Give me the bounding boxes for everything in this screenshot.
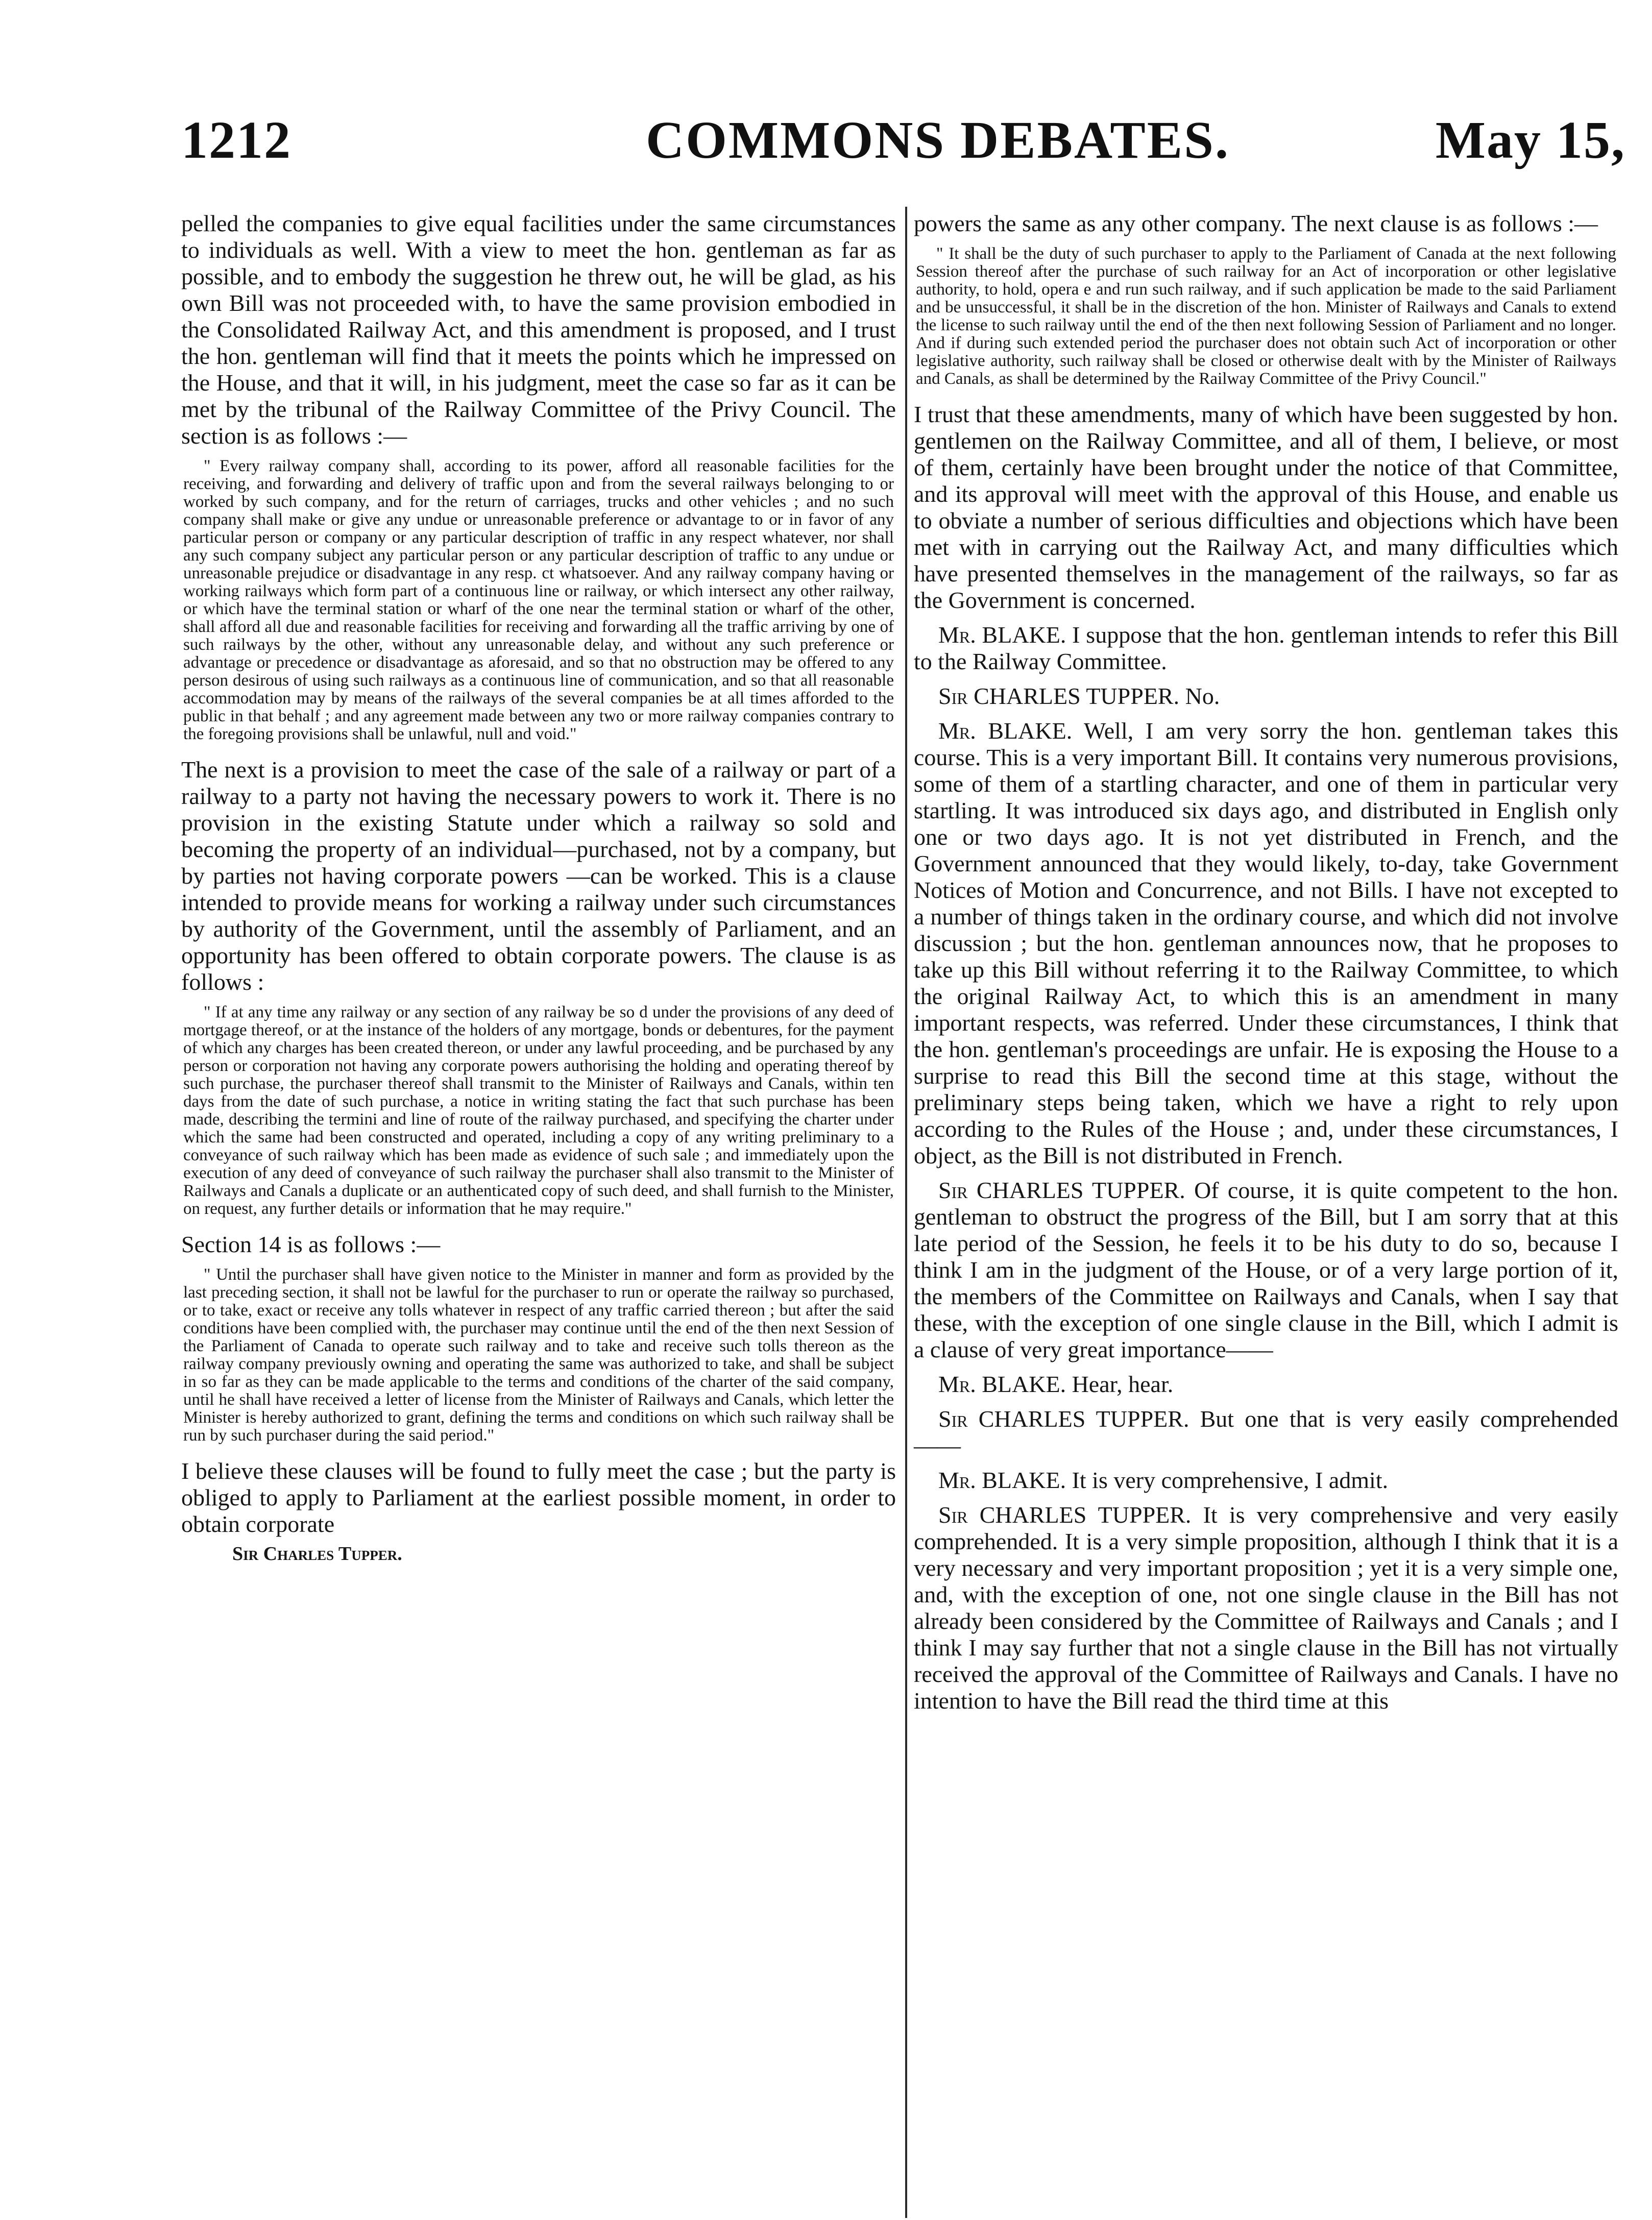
speech-text: Hear, hear.	[1066, 1371, 1174, 1397]
speech	[914, 683, 1618, 710]
speech	[914, 1177, 1618, 1363]
quoted-clause: " It shall be the duty of such purchaser to apply to the Parliament of Canada at the next following Session thereof after the purchase of such railway for an Act of incorporation or other legislative authority, to hold, opera e and run such railway, and if such application be made to the said Parliament and be unsuccessful, it shall be in the discretion of the hon. Minister of Railways and Canals to extend the license to such railway until the end of the then next following Session of Parliament and no longer. And if during such extended period the purchaser does not obtain such Act of incorporation or other legislative authority, such railway shall be closed or otherwise dealt with by the Minister of Railways and Canals, as shall be determined by the Railway Committee of the Privy Council."	[916, 245, 1616, 388]
paragraph: The next is a provision to meet the case of the sale of a railway or part of a railway to a party not having the necessary powers to work it. There is no provision in the existing Statute under which a railway so sold and becoming the property of an individual—purchased, not by a company, but by parties not having corporate powers —can be worked. This is a clause intended to provide means for working a railway under such circumstances by authority of the Government, until the assembly of Parliament, and an opportunity has been offered to obtain corporate powers. The clause is as follows :	[181, 757, 896, 995]
paragraph: Section 14 is as follows :—	[181, 1231, 441, 1257]
left-column	[181, 210, 896, 1565]
paragraph: I trust that these amendments, many of which have been suggested by hon. gentlemen on the Railway Committee, and all of them, I believe, or most of them, certainly have been brought under the notice of that Committee, and its approval will meet with the approval of this House, and enable us to obviate a number of serious difficulties and objections which have been met with in carrying out the Railway Act, and many difficulties which have presented themselves in the management of the railways, so far as the Government is concerned.	[914, 401, 1618, 613]
speech-text: No.	[1179, 683, 1220, 709]
paragraph: I believe these clauses will be found to fully meet the case ; but the party is obliged to apply to Parliament at the earliest possible moment, in order to obtain corporate	[181, 1458, 896, 1537]
speech-text: Well, I am very sorry the hon. gentleman takes this course. This is a very important Bill. It contains very numerous provisions, some of them of a startling character, and one of them in particular very startling. It was introduced six days ago, and distributed in English only one or two days ago. It is not yet distributed in French, and the Government announced that they would likely, to-day, take Government Notices of Motion and Concurrence, and not Bills. I have not excepted to a number of things taken in the ordinary course, and which did not involve discussion ; but the hon. gentleman announces now, that he proposes to take up this Bill without referring it to the Railway Committee, to which the original Railway Act, to which this is an amendment in many important respects, was referred. Under these circumstances, I think that the hon. gentleman's proceedings are unfair. He is exposing the House to a surprise to read this Bill the second time at this stage, without the preliminary steps being taken, which we have a right to rely upon according to the Rules of the House ; and, under these circumstances, I object, as the Bill is not distributed in French.	[914, 718, 1618, 1168]
speaker-name: Sir CHARLES TUPPER.	[938, 683, 1180, 709]
speech	[914, 1467, 1618, 1494]
column-divider	[905, 207, 907, 2218]
speech	[914, 1406, 1618, 1459]
speech-text: I suppose that the hon. gentleman intends to refer this Bill to the Railway Committee.	[914, 622, 1618, 674]
speech-text: Of course, it is quite competent to the hon. gentleman to obstruct the progress of the Bill, but I am sorry that at this late period of the Session, he feels it to be his duty to do so, because I think I am in the judgment of the House, or of a very large portion of it, the members of the Committee on Railways and Canals, when I say that these, with the exception of one single clause in the Bill, which I admit is a clause of very great importance——	[914, 1177, 1618, 1362]
running-title: COMMONS DEBATES.	[646, 111, 1230, 169]
speaker-name: Mr. BLAKE.	[938, 718, 1073, 744]
speaker-name: Mr. BLAKE.	[938, 1467, 1066, 1493]
speaker-name: Sir CHARLES TUPPER.	[938, 1406, 1189, 1432]
paragraph: powers the same as any other company. The next clause is as follows :—	[914, 210, 1598, 236]
speech-text: But one that is very easily comprehended——	[914, 1406, 1618, 1458]
paragraph: pelled the companies to give equal facilities under the same circumstances to individuals as well. With a view to meet the hon. gentleman as far as possible, and to embody the suggestion he threw out, he will be glad, as his own Bill was not proceeded with, to have the same provision embodied in the Consolidated Railway Act, and this amendment is proposed, and I trust the hon. gentleman will find that it meets the points which he impressed on the House, and that it will, in his judgment, meet the case so far as it can be met by the tribunal of the Railway Committee of the Privy Council. The section is as follows :—	[181, 210, 896, 449]
page-number: 1212	[181, 111, 291, 169]
catchword-speaker: Sir Charles Tupper.	[232, 1543, 402, 1565]
quoted-clause: " Every railway company shall, according to its power, afford all reasonable facilities for the receiving, and forwarding and delivery of traffic upon and from the several railways belonging to or worked by such company, and for the return of carriages, trucks and other vehicles ; and no such company shall make or give any undue or unreasonable preference or advantage to or in favor of any particular person or company or any particular description of traffic in any respect whatever, nor shall any such company subject any particular person or any particular description of traffic to any undue or unreasonable prejudice or disadvantage in any resp. ct whatsoever. And any railway company having or working railways which form part of a continuous line or railway, or which intersect any other railway, or which have the terminal station or wharf of the one near the terminal station or wharf of the other, shall afford all due and reasonable facilities for receiving and forwarding all the traffic arriving by one of such railways by the other, without any unreasonable delay, and without any such preference or advantage or precedence or disadvantage as aforesaid, and so that no obstruction may be offered to any person desirous of using such railways as a continuous line of communication, and so that all reasonable accommodation may by means of the railways of the several companies be at all times afforded to the public in that behalf ; and any agreement made between any two or more railway companies contrary to the foregoing provisions shall be unlawful, null and void."	[183, 457, 894, 743]
speech-text: It is very comprehensive and very easily comprehended. It is a very simple proposition, although I think that it is a very necessary and very important proposition ; yet it is a very simple one, and, with the exception of one, not one single clause in the Bill has not already been considered by the Committee of Railways and Canals ; and I think I may say further that not a single clause in the Bill has not virtually received the approval of the Committee of Railways and Canals. I have no intention to have the Bill read the third time at this	[914, 1502, 1618, 1714]
right-column	[914, 210, 1618, 1722]
speech-text: It is very comprehensive, I admit.	[1066, 1467, 1389, 1493]
speaker-name: Mr. BLAKE.	[938, 622, 1066, 648]
quoted-clause: " If at any time any railway or any section of any railway be so d under the provisions of any deed of mortgage thereof, or at the instance of the holders of any mortgage, bonds or debentures, for the payment of which any charges has been created thereon, or under any lawful proceeding, and be purchased by any person or corporation not having any corporate powers authorising the holding and operating thereof by such purchase, the purchaser thereof shall transmit to the Minister of Railways and Canals, within ten days from the date of such purchase, a notice in writing stating the fact that such purchase has been made, describing the termini and line of route of the railway purchased, and specifying the charter under which the same had been constructed and operated, including a copy of any writing preliminary to a conveyance of such railway which has been made as evidence of such sale ; and immediately upon the execution of any deed of conveyance of such railway the purchaser shall also transmit to the Minister of Railways and Canals a duplicate or an authenticated copy of such deed, and shall furnish to the Minister, on request, any further details or information that he may require."	[183, 1003, 894, 1218]
speaker-name: Mr. BLAKE.	[938, 1371, 1066, 1397]
speech	[914, 1371, 1618, 1398]
quoted-clause: " Until the purchaser shall have given notice to the Minister in manner and form as provided by the last preceding section, it shall not be lawful for the purchaser to run or operate the railway so purchased, or to take, exact or receive any tolls whatever in respect of any traffic carried thereon ; but after the said conditions have been complied with, the purchaser may continue until the end of the then next Session of the Parliament of Canada to operate such railway and to take and receive such tolls thereon as the railway company previously owning and operating the same was authorized to take, and shall be subject in so far as they can be made applicable to the terms and conditions of the charter of the said company, until he shall have received a letter of license from the Minister of Railways and Canals, which letter the Minister is hereby authorized to grant, defining the terms and conditions on which such railway shall be run by such purchaser during the said period."	[183, 1265, 894, 1445]
speaker-name: Sir CHARLES TUPPER.	[938, 1502, 1192, 1528]
speaker-name: Sir CHARLES TUPPER.	[938, 1177, 1185, 1203]
speech	[914, 718, 1618, 1169]
speech	[914, 1502, 1618, 1714]
running-date: May 15,	[1435, 111, 1625, 169]
speech	[914, 622, 1618, 675]
